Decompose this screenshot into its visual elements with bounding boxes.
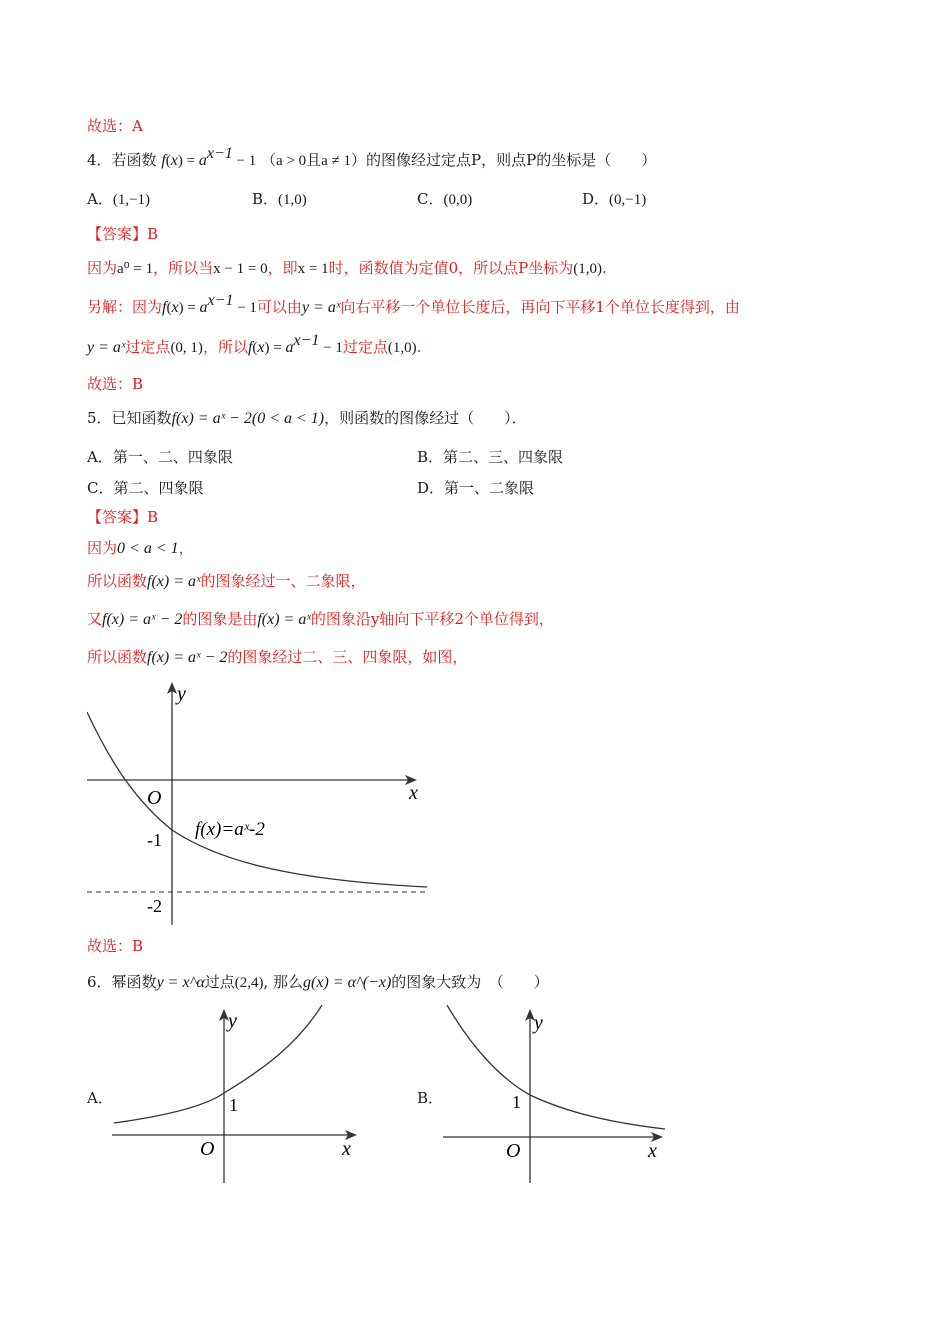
tick-one: 1 bbox=[229, 1095, 238, 1115]
q5-number: 5． bbox=[87, 409, 112, 427]
q5-explain-4: 所以函数f(x) = aˣ − 2的图象经过二、三、四象限，如图， bbox=[87, 648, 468, 666]
q5-explain-1: 因为0 < a < 1， bbox=[87, 539, 194, 557]
x-label: x bbox=[409, 782, 418, 804]
q5-answer: 【答案】B bbox=[87, 508, 159, 526]
q4-option-a-value: (1,−1) bbox=[112, 192, 151, 208]
q4-option-c: C．(0,0) bbox=[417, 190, 473, 208]
tick-minus-2: -2 bbox=[147, 896, 162, 916]
y-label: y bbox=[177, 683, 186, 705]
q4-explanation: 因为a⁰ = 1，所以当x − 1 = 0，即x = 1时，函数值为定值0，所以点P坐标为(1,0). bbox=[87, 259, 607, 277]
curve-label: f(x)=aˣ-2 bbox=[195, 819, 265, 840]
q4-alt-explanation-2: y = aˣ过定点(0, 1)，所以$f(x) = a^{x-1} - 1$过定点(1,0). bbox=[87, 332, 422, 356]
q4-func-render: f bbox=[161, 152, 166, 169]
x-label: x bbox=[342, 1138, 351, 1160]
q4-choose: 故选：B bbox=[87, 375, 144, 393]
q5-option-a: A．第一、二、四象限 bbox=[87, 448, 233, 466]
y-label: y bbox=[228, 1010, 237, 1032]
q4-stem-pre: 若函数 bbox=[111, 151, 157, 169]
y-label: y bbox=[534, 1012, 543, 1034]
q5-stem: 5．已知函数f(x) = aˣ − 2(0 < a < 1)，则函数的图像经过（ ）． bbox=[87, 409, 527, 427]
origin-label: O bbox=[506, 1140, 521, 1162]
q6-option-a-letter: A． bbox=[87, 1089, 113, 1107]
q4-number: 4． bbox=[87, 151, 112, 169]
q4-answer: 【答案】B bbox=[87, 225, 159, 243]
origin-label: O bbox=[200, 1138, 215, 1160]
q5-choose: 故选：B bbox=[87, 937, 144, 955]
q5-explain-3: 又f(x) = aˣ − 2的图象是由f(x) = aˣ的图象沿y轴向下平移2个单位得到， bbox=[87, 610, 554, 628]
q4-option-a: A．(1,−1) bbox=[87, 190, 151, 208]
q4-condition: （a > 0且a ≠ 1） bbox=[261, 153, 367, 169]
q4-stem: 4．若函数 $f(x) = a^{x-1} - 1$ （a > 0且a ≠ 1）的图像经过定点P，则点P的坐标是（ ） bbox=[87, 145, 657, 169]
q5-func: f(x) = aˣ − 2(0 < a < 1) bbox=[171, 410, 325, 427]
q5-curve bbox=[87, 712, 427, 887]
q5-graph bbox=[87, 680, 432, 925]
q4-option-b: B．(1,0) bbox=[252, 190, 307, 208]
tick-one: 1 bbox=[512, 1092, 521, 1112]
tick-minus-1: -1 bbox=[147, 830, 162, 850]
q6-number: 6． bbox=[87, 973, 112, 991]
q3-choose: 故选：A bbox=[87, 117, 143, 135]
q6-curve-a bbox=[114, 1005, 322, 1123]
q6-graph-a bbox=[112, 1005, 362, 1185]
q6-curve-b bbox=[447, 1005, 665, 1129]
q5-explain-2: 所以函数f(x) = aˣ的图象经过一、二象限， bbox=[87, 572, 366, 590]
q5-option-d: D．第一、二象限 bbox=[417, 479, 535, 497]
x-label: x bbox=[648, 1140, 657, 1162]
origin-label: O bbox=[147, 787, 162, 809]
q5-option-b: B．第二、三、四象限 bbox=[417, 448, 564, 466]
q4-option-d: D．(0,−1) bbox=[582, 190, 647, 208]
q4-option-b-value: (1,0) bbox=[278, 192, 307, 208]
q4-alt-explanation: 另解：因为$f(x) = a^{x-1} - 1$可以由y = aˣ向右平移一个单位长度后，再向下平移1个单位长度得到，由 bbox=[87, 292, 740, 316]
q4-stem-post: 的图像经过定点P，则点P的坐标是（ ） bbox=[366, 151, 657, 169]
q6-option-b-letter: B． bbox=[417, 1089, 444, 1107]
q5-option-c: C．第二、四象限 bbox=[87, 479, 204, 497]
q6-graph-b bbox=[443, 1005, 673, 1185]
q4-option-c-value: (0,0) bbox=[443, 192, 473, 208]
q4-option-d-value: (0,−1) bbox=[609, 192, 647, 208]
q6-stem: 6．幂函数y = x^α过点(2,4), 那么g(x) = α^(−x)的图象大致为 （ ） bbox=[87, 973, 549, 991]
